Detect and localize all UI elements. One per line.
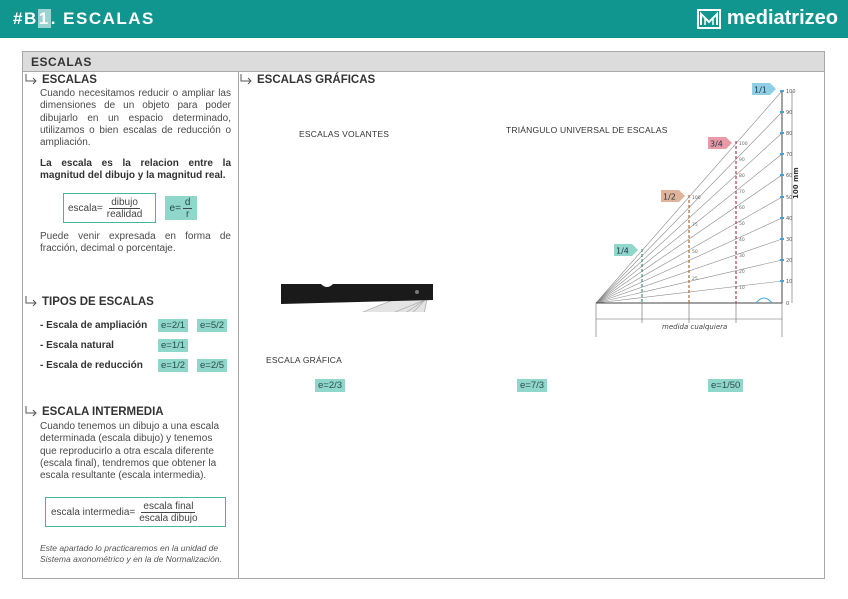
tick-90: 90 <box>786 110 793 116</box>
inner-34-30: 30 <box>739 254 745 259</box>
top-bar <box>0 0 848 38</box>
tag-1-2-text: 1/2 <box>663 192 676 202</box>
tick-30: 30 <box>786 237 793 243</box>
tag-reduccion-1: e=1/2 <box>158 359 188 372</box>
formula-escala-box <box>63 193 156 223</box>
inner-34-50: 50 <box>739 222 745 227</box>
tag-ampliacion-2: e=5/2 <box>197 319 227 332</box>
arrow-right-icon <box>25 296 39 308</box>
formula-escala-lhs: escala= <box>68 202 103 214</box>
intermedia-note: Este apartado lo practicaremos en la unidad de Sistema axonométrico y en la de Normalización. <box>40 543 222 564</box>
brand[interactable] <box>697 7 838 30</box>
grafica-tag-1: e=2/3 <box>315 379 345 392</box>
axis-100mm-label: 100 mm <box>792 167 800 199</box>
triangulo-universal-diagram <box>586 79 801 339</box>
page-title <box>13 9 155 29</box>
escalas-volantes-illustration <box>273 172 443 312</box>
escalas-title-text: ESCALAS <box>42 74 97 86</box>
arrow-right-icon <box>25 406 39 418</box>
formula-intermedia-numerator: escala final <box>143 500 194 512</box>
tick-60: 60 <box>786 173 793 179</box>
formula-escala-fraction <box>105 197 145 220</box>
tipo-reduccion-label: - Escala de reducción <box>40 360 143 371</box>
section-graficas-title <box>240 74 375 86</box>
volantes-label: ESCALAS VOLANTES <box>299 129 390 139</box>
inner-12-75: 75 <box>692 223 698 228</box>
inner-34-20: 20 <box>739 270 745 275</box>
escalas-paragraph-2: La escala es la relacion entre la magnitud del dibujo y la magnitud real. <box>40 158 231 182</box>
inner-tick-labels-12 <box>692 195 701 282</box>
brand-logo-icon <box>697 9 721 29</box>
grafica-tag-3: e=1/50 <box>708 379 743 392</box>
formula-e-lhs: e= <box>169 202 181 214</box>
triangulo-label: TRIÁNGULO UNIVERSAL DE ESCALAS <box>506 125 668 135</box>
tag-1-4 <box>614 244 638 256</box>
tag-3-4 <box>708 137 732 149</box>
inner-34-70: 70 <box>739 190 745 195</box>
column-divider <box>238 72 239 579</box>
formula-escala-denominator: realidad <box>106 208 143 220</box>
formula-e-box <box>165 196 197 220</box>
frame-title: ESCALAS <box>31 55 92 69</box>
tipo-natural-label: - Escala natural <box>40 340 114 351</box>
medida-cualquiera-label: medida cualquiera <box>662 323 728 331</box>
inner-34-80: 80 <box>739 174 745 179</box>
tag-1-2 <box>661 190 685 202</box>
section-escalas-title <box>25 74 97 86</box>
formula-intermedia-fraction <box>137 501 199 524</box>
formula-escala-numerator: dibujo <box>111 196 138 208</box>
brand-name: mediatrizeo <box>726 7 838 29</box>
tick-0: 0 <box>786 301 790 307</box>
title-rest: . ESCALAS <box>50 9 155 28</box>
formula-intermedia-box <box>45 497 226 527</box>
graficas-title-text: ESCALAS GRÁFICAS <box>257 74 376 86</box>
section-intermedia-title <box>25 406 164 418</box>
arrow-right-icon <box>240 74 254 86</box>
tick-70: 70 <box>786 152 793 158</box>
tag-1-1-text: 1/1 <box>754 85 767 95</box>
arrow-right-icon <box>25 74 39 86</box>
intermedia-title-text: ESCALA INTERMEDIA <box>42 406 164 418</box>
tipo-ampliacion-label: - Escala de ampliación <box>40 320 148 331</box>
ruler-pivot <box>415 290 419 294</box>
intermedia-paragraph: Cuando tenemos un dibujo a una escala determinada (escala dibujo) y tenemos que reproducirlo a otra escala diferente (escala final), tendremos que obtener la escala resultante (escala intermedia). <box>40 421 220 482</box>
formula-intermedia-lhs: escala intermedia= <box>51 506 136 518</box>
tipos-title-text: TIPOS DE ESCALAS <box>42 296 154 308</box>
tick-80: 80 <box>786 131 793 137</box>
inner-12-25: 25 <box>692 277 698 282</box>
tick-40: 40 <box>786 216 793 222</box>
inner-12-50: 50 <box>692 250 698 255</box>
tag-1-1 <box>752 83 776 95</box>
formula-e-denominator: r <box>186 208 190 220</box>
frame-header <box>23 52 824 72</box>
grafica-label: ESCALA GRÁFICA <box>266 355 343 365</box>
section-tipos-title <box>25 296 154 308</box>
inner-34-60: 60 <box>739 206 745 211</box>
formula-intermedia-denominator: escala dibujo <box>139 512 198 524</box>
content-frame <box>22 51 825 579</box>
tick-50: 50 <box>786 195 793 201</box>
grafica-tag-2: e=7/3 <box>517 379 547 392</box>
inner-34-100: 100 <box>739 142 748 147</box>
title-prefix: #B <box>13 9 38 28</box>
tag-3-4-text: 3/4 <box>710 139 723 149</box>
inner-34-10: 10 <box>739 286 745 291</box>
inner-34-40: 40 <box>739 238 745 243</box>
inner-34-90: 90 <box>739 158 745 163</box>
tick-10: 10 <box>786 279 793 285</box>
escalas-paragraph-3: Puede venir expresada en forma de fracción, decimal o porcentaje. <box>40 231 231 255</box>
tick-100: 100 <box>786 89 796 95</box>
tag-1-4-text: 1/4 <box>616 246 629 256</box>
title-highlight: 1 <box>38 9 50 28</box>
tick-20: 20 <box>786 258 793 264</box>
tag-ampliacion-1: e=2/1 <box>158 319 188 332</box>
formula-e-fraction <box>183 197 193 220</box>
inner-12-100: 100 <box>692 196 701 201</box>
formula-e-numerator: d <box>184 196 191 208</box>
escalas-paragraph-1: Cuando necesitamos reducir o ampliar las dimensiones de un objeto para poder dibujarlo en un espacio determinado, utilizamos o bien escalas de reducción o ampliación. <box>40 88 231 149</box>
tag-natural-1: e=1/1 <box>158 339 188 352</box>
tag-reduccion-2: e=2/5 <box>197 359 227 372</box>
